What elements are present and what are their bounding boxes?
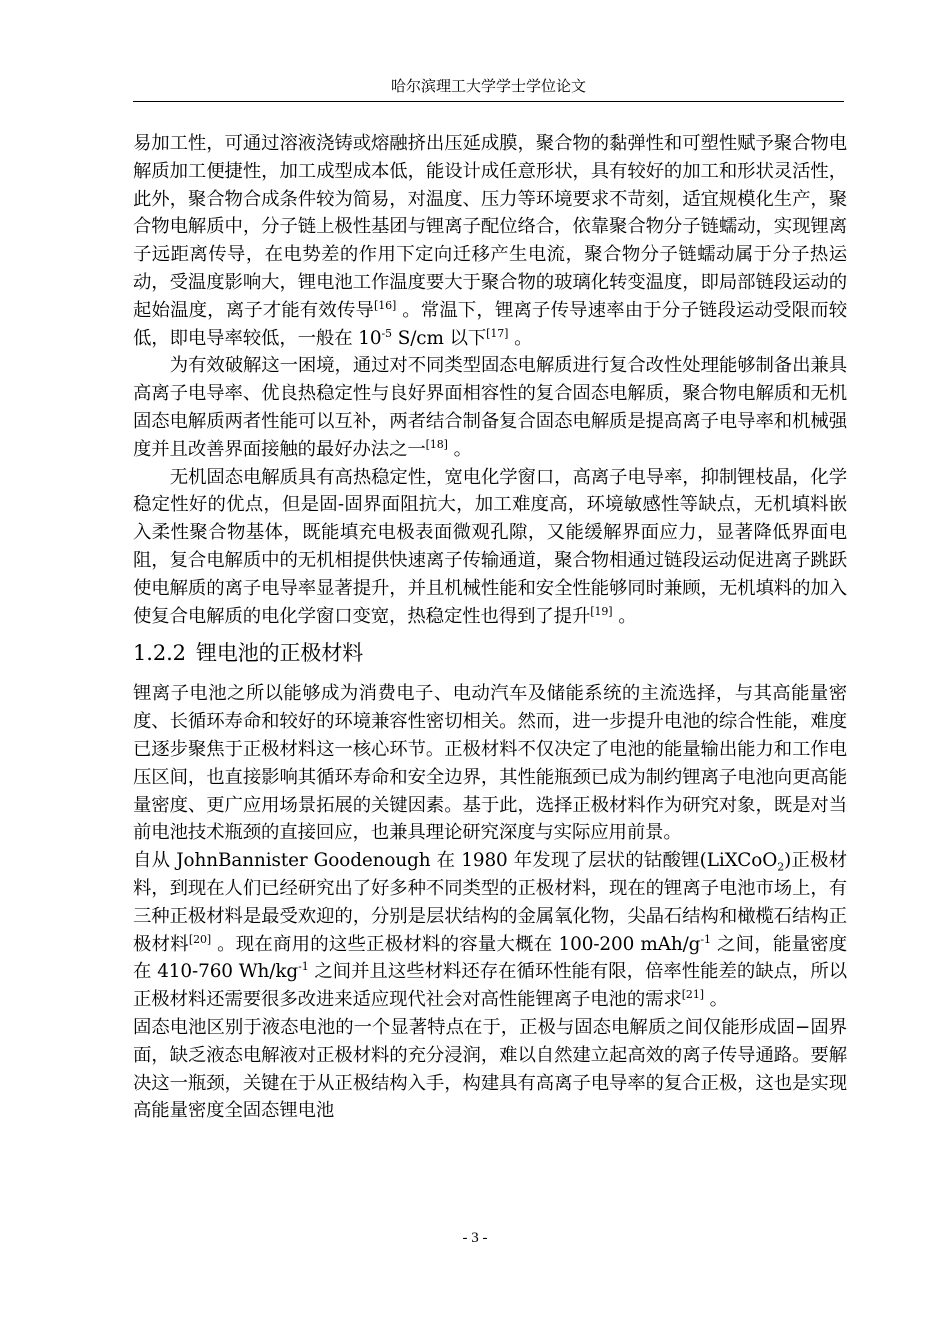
superscript: -1 [700, 932, 711, 946]
paragraph-text: 。常温下，锂离子传导速率由于分子链段运动受限而较低，即电导率较低，一般在 10 [133, 299, 847, 349]
citation: [19] [590, 604, 613, 618]
superscript: -1 [298, 960, 309, 974]
paragraph-text: 。现在商用的这些正极材料的容量大概在 100-200 mAh/g [211, 933, 701, 955]
paragraph [133, 680, 847, 847]
paragraph-text: 锂离子电池之所以能够成为消费电子、电动汽车及储能系统的主流选择，与其高能量密度、长循环寿命和较好的环境兼容性密切相关。然而，进一步提升电池的综合性能，难度已逐步聚焦于正极材料这一核心环节。正极材料不仅决定了电池的能量输出能力和工作电压区间，也直接影响其循环寿命和安全边界，其性能瓶颈已成为制约锂离子电池向更高能量密度、更广应用场景拓展的关键因素。基于此，选择正极材料作为研究对象，既是对当前电池技术瓶颈的直接回应，也兼具理论研究深度与实际应用前景。 [133, 683, 847, 844]
section-title: 锂电池的正极材料 [195, 641, 364, 666]
paragraph-text: S/cm 以下 [391, 327, 487, 349]
paragraph-text: 。 [508, 327, 533, 349]
paragraph-text: 为有效破解这一困境，通过对不同类型固态电解质进行复合改性处理能够制备出兼具高离子电导率、优良热稳定性与良好界面相容性的复合固态电解质，聚合物电解质和无机固态电解质两者性能可以互补，两者结合制备复合固态电解质是提高离子电导率和机械强度并且改善界面接触的最好办法之一 [133, 355, 847, 460]
section-number: 1.2.2 [133, 641, 186, 666]
paragraph-text: 之间，能量密度在 410-760 Wh/kg [133, 933, 848, 983]
running-header: 哈尔滨理工大学学士学位论文 [390, 77, 586, 95]
paragraph-text: 易加工性，可通过溶液浇铸或熔融挤出压延成膜，聚合物的黏弹性和可塑性赋予聚合物电解质加工便捷性，加工成型成本低，能设计成任意形状，具有较好的加工和形状灵活性，此外，聚合物合成条件较为简易，对温度、压力等环境要求不苛刻，适宜规模化生产，聚合物电解质中，分子链上极性基团与锂离子配位络合，依靠聚合物分子链蠕动，实现锂离子远距离传导，在电势差的作用下定向迁移产生电流，聚合物分子链蠕动属于分子热运动，受温度影响大，锂电池工作温度要大于聚合物的玻璃化转变温度，即局部链段运动的起始温度，离子才能有效传导 [133, 133, 847, 321]
citation: [21] [681, 987, 704, 1001]
paragraph-text: 自从 JohnBannister Goodenough 在 1980 年发现了层状的钴酸锂(LiXCoO [133, 850, 778, 872]
paragraph-text: 固态电池区别于液态电池的一个显著特点在于，正极与固态电解质之间仅能形成固−固界面，缺乏液态电解液对正极材料的充分浸润，难以自然建立起高效的离子传导通路。要解决这一瓶颈，关键在于从正极结构入手，构建具有高离子电导率的复合正极，这也是实现高能量密度全固态锂电池 [133, 1016, 847, 1122]
paragraph [133, 847, 847, 1014]
citation: [17] [486, 326, 509, 340]
citation: [20] [188, 932, 212, 946]
paragraph-text: 。 [447, 438, 472, 460]
page-number: - 3 - [462, 1230, 488, 1246]
citation: [18] [425, 437, 448, 451]
body-text [133, 130, 847, 1125]
paragraph-text: )正极材料，到现在人们已经研究出了好多种不同类型的正极材料，现在的锂离子电池市场上，有三种正极材料是最受欢迎的，分别是层状结构的金属氧化物，尖晶石结构和橄榄石结构正极材料 [133, 850, 847, 955]
section-heading [133, 638, 847, 668]
paragraph-text: 。 [703, 989, 728, 1011]
paragraph [133, 464, 847, 631]
header-rule [133, 101, 844, 102]
paragraph [133, 130, 847, 352]
paragraph-text: 之间并且这些材料还存在循环性能有限，倍率性能差的缺点，所以正极材料还需要很多改进来适应现代社会对高性能锂离子电池的需求 [133, 961, 847, 1011]
paragraph [133, 352, 847, 463]
paragraph-text: 无机固态电解质具有高热稳定性，宽电化学窗口，高离子电导率，抑制锂枝晶，化学稳定性好的优点，但是固-固界面阻抗大，加工难度高，环境敏感性等缺点，无机填料嵌入柔性聚合物基体，既能填充电极表面微观孔隙，又能缓解界面应力，显著降低界面电阻，复合电解质中的无机相提供快速离子传输通道，聚合物相通过链段运动促进离子跳跃使电解质的离子电导率显著提升，并且机械性能和安全性能够同时兼顾，无机填料的加入使复合电解质的电化学窗口变宽，热稳定性也得到了提升 [133, 466, 847, 627]
paragraph-text: 。 [612, 605, 637, 627]
superscript: -5 [381, 326, 392, 340]
citation: [16] [374, 298, 397, 312]
paragraph [133, 1014, 847, 1125]
subscript: 2 [777, 860, 785, 874]
